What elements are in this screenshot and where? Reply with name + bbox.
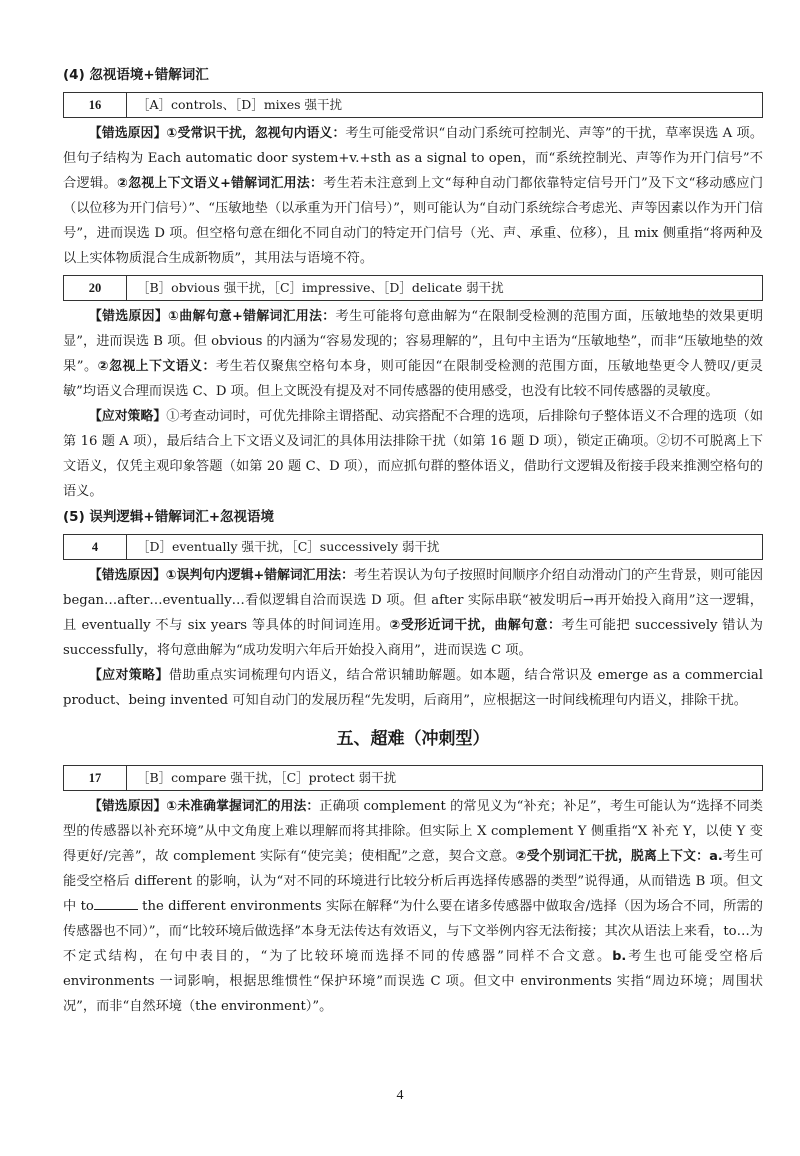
strategy-4 <box>63 404 763 504</box>
error-reason-4 <box>63 563 763 663</box>
chapter-heading: 五、超难（冲刺型） <box>336 729 490 749</box>
question-box-20 <box>63 275 763 301</box>
reason-text-2a: 考生可能受空格后 different 的影响，认为“对不同的环境进行比较分析后再选择传感器的类型”说得通，从而错选 B 项。但文中 to <box>63 849 764 914</box>
reason-text-2: 考生可能把 successively 错认为 successfully，将句意曲解为“成功发明六年后开始投入商用”，进而误选 C 项。 <box>63 618 763 658</box>
strategy-text: ①考查动词时，可优先排除主谓搭配、动宾搭配不合理的选项，后排除句子整体语义不合理的选项（如第 16 题 A 项），最后结合上下文语义及词汇的具体用法排除干扰（如第 16 题 D 项），锁定正确项。②切不可脱离上下文语义，仅凭主观印象答题（如第 20 题 C、D 项），而应抓句群的整体语义，借助行文逻辑及衔接手段来推测空格句的语义。 <box>63 409 764 499</box>
blank-underline <box>94 895 138 910</box>
page-content <box>63 62 763 1019</box>
question-options: ［A］controls、［D］mixes 强干扰 <box>137 97 342 112</box>
reason-label: 【错选原因】 <box>89 799 167 814</box>
error-reason-17 <box>63 794 763 1019</box>
reason-point-1: ①受常识干扰，忽视句内语义： <box>166 126 346 141</box>
reason-point-1: ①曲解句意+错解词汇用法： <box>168 309 336 324</box>
error-reason-20 <box>63 304 763 404</box>
reason-label: 【错选原因】 <box>89 568 166 583</box>
reason-text-1: 考生可能受常识“自动门系统可控制光、声等”的干扰，草率误选 A 项。但句子结构为 Each automatic door system+v.+sth as a signal to open，而“系统控制光、声等作为开门信号”不合逻辑。 <box>63 126 764 191</box>
sub-point-b: b. <box>612 949 627 964</box>
question-options: ［B］obvious 强干扰，［C］impressive、［D］delicate 弱干扰 <box>137 280 504 295</box>
reason-text-2b: the different environments 实际在解释“为什么要在诸多传感器中做取舍/选择（因为场合不同，所需的传感器也不同）”，而“比较环境后做选择”本身无法传达有效语义，与下文举例内容无法衔接；其次从语法上来看，to…为不定式结构，在句中表目的，“为了比较环境而选择不同的传感器”同样不合文意。 <box>63 899 763 964</box>
question-number: 16 <box>64 93 127 117</box>
reason-text-1: 考生可能将句意曲解为“在限制受检测的范围方面，压敏地垫的效果更明显”，进而误选 B 项。但 obvious 的内涵为“容易发现的；容易理解的”，且句中主语为“压敏地垫”，而非“压敏地垫的效果”。 <box>63 309 764 374</box>
question-number: 20 <box>64 276 127 300</box>
strategy-label: 【应对策略】 <box>89 668 169 683</box>
reason-label: 【错选原因】 <box>89 309 169 324</box>
question-number: 4 <box>64 535 127 559</box>
reason-point-2: ②忽视上下文语义+错解词汇用法： <box>117 176 324 191</box>
reason-point-2: ②忽视上下文语义： <box>97 359 216 374</box>
strategy-text: 借助重点实词梳理句内语义，结合常识辅助解题。如本题，结合常识及 emerge as a commercial product、being invented 可知自动门的发展历程“先发明，后商用”，应根据这一时间线梳理句内语义，排除干扰。 <box>63 668 763 708</box>
strategy-label: 【应对策略】 <box>89 409 167 424</box>
question-options: ［B］compare 强干扰，［C］protect 弱干扰 <box>137 770 397 785</box>
reason-point-2: ②受个别词汇干扰，脱离上下文： <box>515 849 710 864</box>
reason-label: 【错选原因】 <box>89 126 167 141</box>
reason-text-1: 正确项 complement 的常见义为“补充；补足”，考生可能认为“选择不同类型的传感器以补充环境”从中文角度上难以理解而将其排除。但实际上 X complement Y 侧重指“X 补充 Y，以使 Y 变得更好/完善”，故 complement 实际有“使完美；使相配”之意，契合文意。 <box>63 799 763 864</box>
page-number: 4 <box>396 1088 404 1103</box>
question-options: ［D］eventually 强干扰，［C］successively 弱干扰 <box>137 539 440 554</box>
section-heading-5: (5) 误判逻辑+错解词汇+忽视语境 <box>63 509 275 525</box>
reason-point-1: ①未准确掌握词汇的用法： <box>166 799 320 814</box>
reason-text-3: 考生也可能受空格后 environments 一词影响，根据思维惯性“保护环境”而误选 C 项。但文中 environments 实指“周边环境；周围状况”，而非“自然环境（the environment）”。 <box>63 949 763 1014</box>
reason-text-2: 考生若仅聚焦空格句本身，则可能因“在限制受检测的范围方面，压敏地垫更令人赞叹/更灵敏”均语义合理而误选 C、D 项。但上文既没有提及对不同传感器的使用感受，也没有比较不同传感器的灵敏度。 <box>63 359 763 399</box>
reason-point-1: ①误判句内逻辑+错解词汇用法： <box>165 568 354 583</box>
question-box-4 <box>63 534 763 560</box>
reason-text-1: 考生若误认为句子按照时间顺序介绍自动滑动门的产生背景，则可能因 began…after…eventually…看似逻辑自洽而误选 D 项。但 after 实际串联“被发明后→再开始投入商用”这一逻辑，且 eventually 不与 six years 等具体的时间词连用。 <box>63 568 764 633</box>
reason-text-2: 考生若未注意到上文“每种自动门都依靠特定信号开门”及下文“移动感应门（以位移为开门信号）”、“压敏地垫（以承重为开门信号）”，则可能认为“自动门系统综合考虑光、声等因素以作为开门信号”，进而误选 D 项。但空格句意在细化不同自动门的特定开门信号（光、声、承重、位移），且 mix 侧重指“将两种及以上实体物质混合生成新物质”，其用法与语境不符。 <box>63 176 764 266</box>
sub-point-a: a. <box>709 849 723 864</box>
question-box-16 <box>63 92 763 118</box>
strategy-5 <box>63 663 763 713</box>
section-heading-4: (4) 忽视语境+错解词汇 <box>63 67 209 83</box>
question-box-17 <box>63 765 763 791</box>
reason-point-2: ②受形近词干扰，曲解句意： <box>389 618 562 633</box>
question-number: 17 <box>64 766 127 790</box>
error-reason-16 <box>63 121 763 271</box>
